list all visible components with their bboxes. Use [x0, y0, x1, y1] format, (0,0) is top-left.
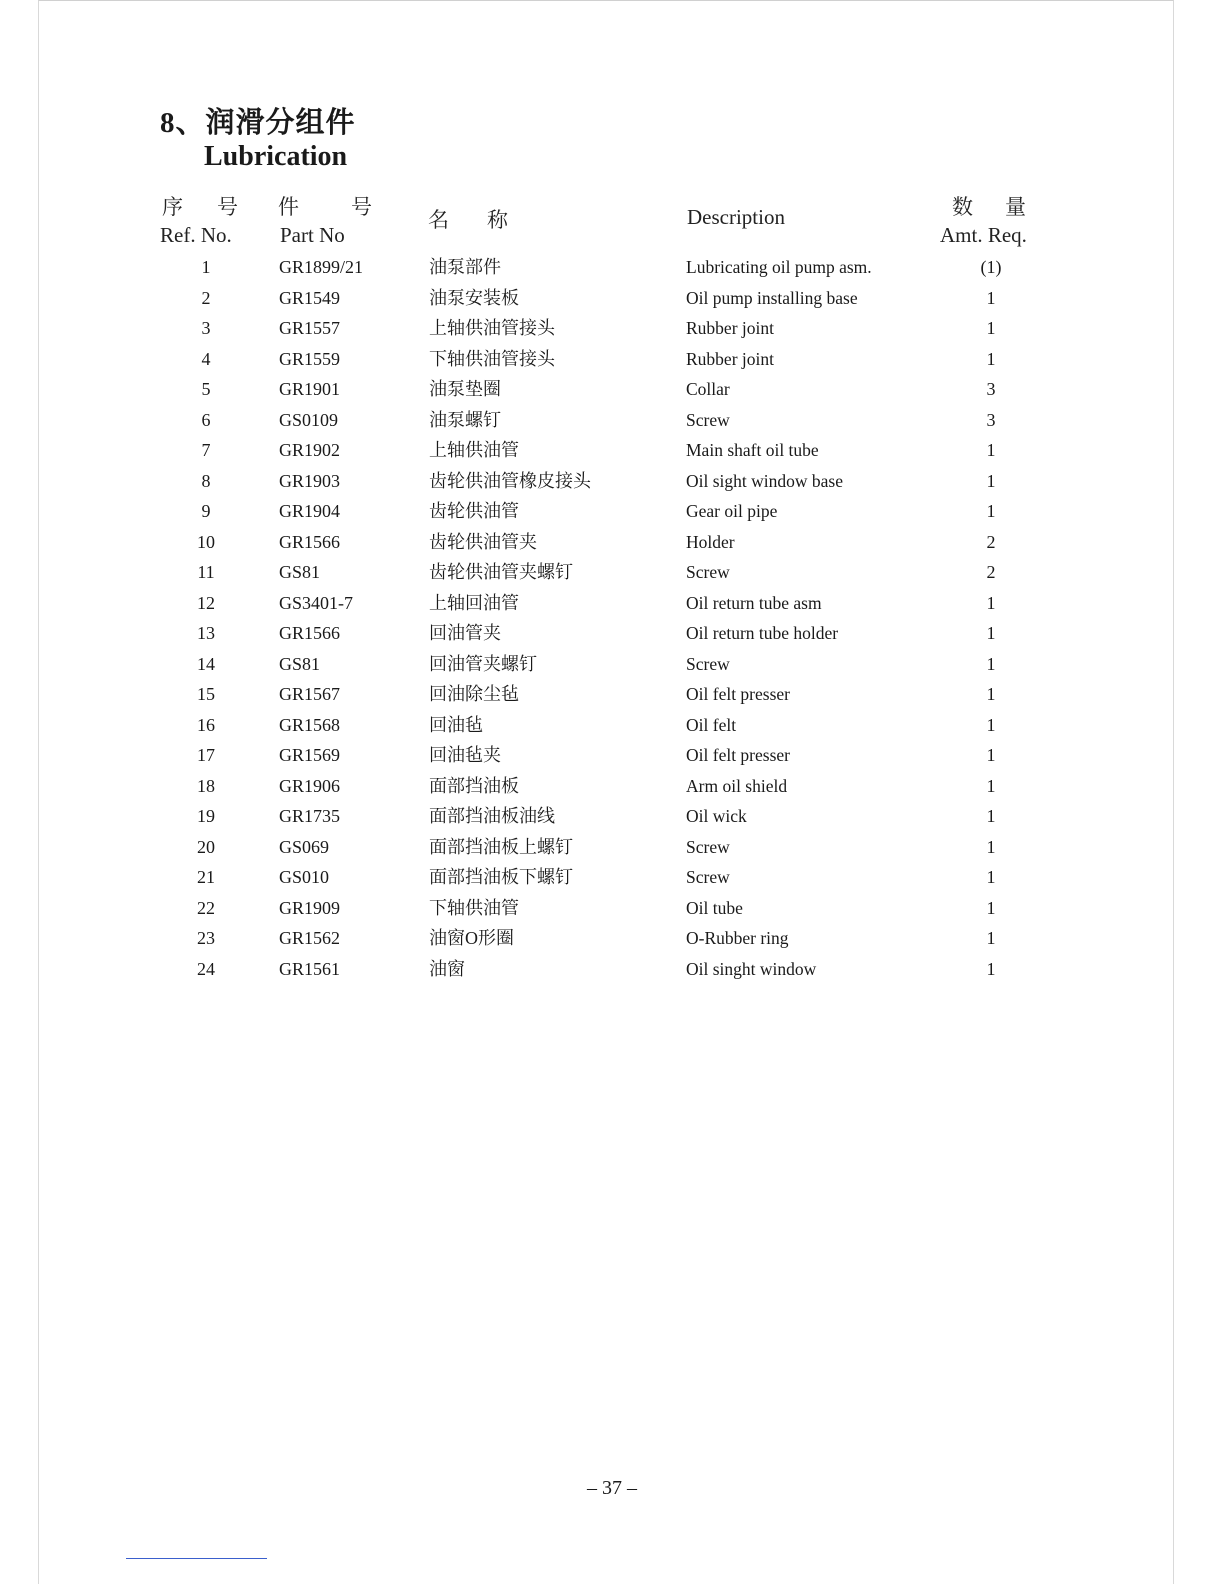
section-title-en: Lubrication [204, 141, 348, 172]
description-cell: Oil pump installing base [686, 287, 858, 308]
part-no-cell: GR1549 [279, 287, 341, 308]
name-cn-cell: 齿轮供油管橡皮接头 [429, 470, 591, 491]
description-cell: Main shaft oil tube [686, 440, 819, 460]
table-row [0, 618, 1224, 649]
name-cn-cell: 油泵垫圈 [429, 379, 501, 399]
amount-cell: 2 [986, 562, 996, 582]
name-cn-cell: 面部挡油板下螺钉 [429, 867, 573, 887]
amount-cell: 1 [986, 745, 996, 765]
description-cell: Oil return tube holder [686, 623, 839, 643]
ref-no-cell: 24 [197, 958, 215, 979]
name-cn-cell: 上轴供油管 [429, 440, 519, 460]
amount-cell: 1 [986, 714, 996, 735]
part-no-cell: GS3401-7 [279, 592, 354, 613]
header-ref-en: Ref. No. [160, 223, 232, 247]
header-ref-cn-a: 序 [162, 195, 185, 219]
header-name-cn [428, 206, 508, 234]
part-no-cell: GS069 [279, 836, 330, 857]
table-row [0, 466, 1224, 497]
amount-cell: (1) [980, 257, 1002, 277]
name-cn-cell: 齿轮供油管夹螺钉 [429, 562, 573, 582]
table-row [0, 252, 1224, 283]
description-cell: Oil sight window base [686, 470, 844, 491]
part-no-cell: GR1562 [279, 928, 341, 948]
ref-no-cell: 22 [197, 897, 215, 918]
part-no-cell: GR1735 [279, 806, 341, 826]
page-number: – 37 – [587, 1477, 637, 1499]
name-cn-cell: 油泵安装板 [429, 287, 519, 308]
amount-cell: 1 [986, 287, 996, 308]
header-ref-cn-b: 号 [217, 195, 240, 219]
table-row [0, 832, 1224, 863]
amount-cell: 1 [986, 958, 996, 979]
ref-no-cell: 5 [201, 379, 211, 399]
header-ref-cn [162, 193, 240, 221]
part-no-cell: GR1566 [279, 623, 341, 643]
amount-cell: 1 [986, 470, 996, 491]
name-cn-cell: 齿轮供油管夹 [429, 531, 537, 552]
description-cell: Screw [686, 409, 730, 430]
ref-no-cell: 16 [197, 714, 215, 735]
parts-table [0, 252, 1224, 984]
name-cn-cell: 油窗 [429, 958, 465, 979]
amount-cell: 1 [986, 775, 996, 796]
part-no-cell: GR1906 [279, 775, 341, 796]
part-no-cell: GR1569 [279, 745, 341, 765]
ref-no-cell: 11 [197, 562, 215, 582]
header-part-cn-a: 件 [278, 195, 299, 219]
table-row [0, 435, 1224, 466]
header-description: Description [687, 205, 785, 229]
name-cn-cell: 上轴供油管接头 [429, 318, 555, 338]
table-row [0, 405, 1224, 436]
ref-no-cell: 6 [201, 409, 211, 430]
amount-cell: 2 [986, 531, 996, 552]
amount-cell: 1 [986, 806, 996, 826]
amount-cell: 1 [986, 653, 996, 674]
name-cn-cell: 下轴供油管接头 [429, 348, 555, 369]
table-row [0, 710, 1224, 741]
ref-no-cell: 15 [197, 684, 215, 704]
table-row [0, 313, 1224, 344]
table-row [0, 862, 1224, 893]
part-no-cell: GR1559 [279, 348, 341, 369]
header-part-cn-b: 号 [351, 195, 372, 219]
amount-cell: 1 [986, 836, 996, 857]
name-cn-cell: 齿轮供油管 [429, 501, 519, 521]
part-no-cell: GR1566 [279, 531, 341, 552]
part-no-cell: GR1903 [279, 470, 341, 491]
table-row [0, 740, 1224, 771]
header-amt-en: Amt. Req. [940, 223, 1027, 247]
table-row [0, 923, 1224, 954]
description-cell: Screw [686, 836, 730, 857]
part-no-cell: GR1899/21 [279, 257, 364, 277]
name-cn-cell: 回油除尘毡 [429, 684, 519, 704]
amount-cell: 1 [986, 623, 996, 643]
description-cell: Arm oil shield [686, 775, 788, 796]
description-cell: Oil tube [686, 897, 743, 918]
description-cell: Holder [686, 531, 735, 552]
header-name-cn-b: 称 [487, 208, 508, 232]
ref-no-cell: 14 [197, 653, 215, 674]
header-part-cn [278, 193, 372, 221]
amount-cell: 1 [986, 684, 996, 704]
ref-no-cell: 17 [197, 745, 215, 765]
description-cell: Rubber joint [686, 318, 774, 338]
name-cn-cell: 回油毡 [429, 714, 483, 735]
name-cn-cell: 回油管夹螺钉 [429, 653, 537, 674]
part-no-cell: GR1557 [279, 318, 341, 338]
part-no-cell: GR1902 [279, 440, 341, 460]
part-no-cell: GS81 [279, 653, 321, 674]
ref-no-cell: 20 [197, 836, 215, 857]
header-name-cn-a: 名 [428, 208, 449, 232]
table-row [0, 771, 1224, 802]
description-cell: Oil return tube asm [686, 592, 822, 613]
ref-no-cell: 9 [201, 501, 211, 521]
description-cell: Screw [686, 562, 730, 582]
part-no-cell: GR1901 [279, 379, 341, 399]
header-amt-cn [952, 193, 1026, 221]
table-row [0, 527, 1224, 558]
amount-cell: 3 [986, 409, 996, 430]
amount-cell: 1 [986, 897, 996, 918]
table-row [0, 893, 1224, 924]
table-row [0, 496, 1224, 527]
ref-no-cell: 23 [197, 928, 215, 948]
table-row [0, 374, 1224, 405]
table-row [0, 649, 1224, 680]
header-part-en: Part No [280, 223, 345, 247]
description-cell: Rubber joint [686, 348, 774, 369]
amount-cell: 3 [986, 379, 996, 399]
description-cell: Oil felt [686, 714, 737, 735]
table-row [0, 283, 1224, 314]
name-cn-cell: 回油毡夹 [429, 745, 501, 765]
name-cn-cell: 上轴回油管 [429, 592, 519, 613]
ref-no-cell: 18 [197, 775, 215, 796]
amount-cell: 1 [986, 867, 996, 887]
description-cell: Oil wick [686, 806, 747, 826]
part-no-cell: GR1568 [279, 714, 341, 735]
name-cn-cell: 油窗O形圈 [429, 928, 514, 948]
part-no-cell: GR1909 [279, 897, 341, 918]
name-cn-cell: 面部挡油板油线 [429, 806, 555, 826]
ref-no-cell: 7 [201, 440, 211, 460]
name-cn-cell: 面部挡油板 [429, 775, 519, 796]
bottom-rule [126, 1558, 267, 1559]
description-cell: Screw [686, 867, 730, 887]
name-cn-cell: 下轴供油管 [429, 897, 519, 918]
ref-no-cell: 8 [201, 470, 211, 491]
ref-no-cell: 3 [201, 318, 211, 338]
table-row [0, 679, 1224, 710]
table-row [0, 588, 1224, 619]
description-cell: Oil singht window [686, 958, 817, 979]
amount-cell: 1 [986, 318, 996, 338]
description-cell: Lubricating oil pump asm. [686, 257, 872, 277]
amount-cell: 1 [986, 501, 996, 521]
section-number: 8、 [160, 107, 206, 139]
description-cell: Collar [686, 379, 730, 399]
description-cell: Oil felt presser [686, 745, 790, 765]
table-row [0, 954, 1224, 985]
ref-no-cell: 21 [197, 867, 215, 887]
amount-cell: 1 [986, 348, 996, 369]
table-row [0, 344, 1224, 375]
header-amt-cn-b: 量 [1005, 195, 1026, 219]
description-cell: Gear oil pipe [686, 501, 778, 521]
part-no-cell: GS81 [279, 562, 321, 582]
description-cell: O-Rubber ring [686, 928, 789, 948]
header-amt-cn-a: 数 [952, 195, 973, 219]
amount-cell: 1 [986, 592, 996, 613]
section-title-cn-text: 润滑分组件 [205, 107, 356, 139]
table-row [0, 557, 1224, 588]
part-no-cell: GS0109 [279, 409, 339, 430]
ref-no-cell: 13 [197, 623, 215, 643]
ref-no-cell: 4 [201, 348, 211, 369]
description-cell: Oil felt presser [686, 684, 790, 704]
amount-cell: 1 [986, 440, 996, 460]
ref-no-cell: 2 [201, 287, 211, 308]
description-cell: Screw [686, 653, 730, 674]
ref-no-cell: 10 [197, 531, 215, 552]
ref-no-cell: 1 [201, 257, 211, 277]
name-cn-cell: 回油管夹 [429, 623, 501, 643]
part-no-cell: GR1567 [279, 684, 341, 704]
name-cn-cell: 油泵螺钉 [429, 409, 501, 430]
part-no-cell: GR1561 [279, 958, 341, 979]
ref-no-cell: 12 [197, 592, 215, 613]
name-cn-cell: 面部挡油板上螺钉 [429, 836, 573, 857]
part-no-cell: GS010 [279, 867, 330, 887]
amount-cell: 1 [986, 928, 996, 948]
name-cn-cell: 油泵部件 [429, 257, 501, 277]
section-title-cn [160, 104, 356, 142]
part-no-cell: GR1904 [279, 501, 341, 521]
ref-no-cell: 19 [197, 806, 215, 826]
table-row [0, 801, 1224, 832]
